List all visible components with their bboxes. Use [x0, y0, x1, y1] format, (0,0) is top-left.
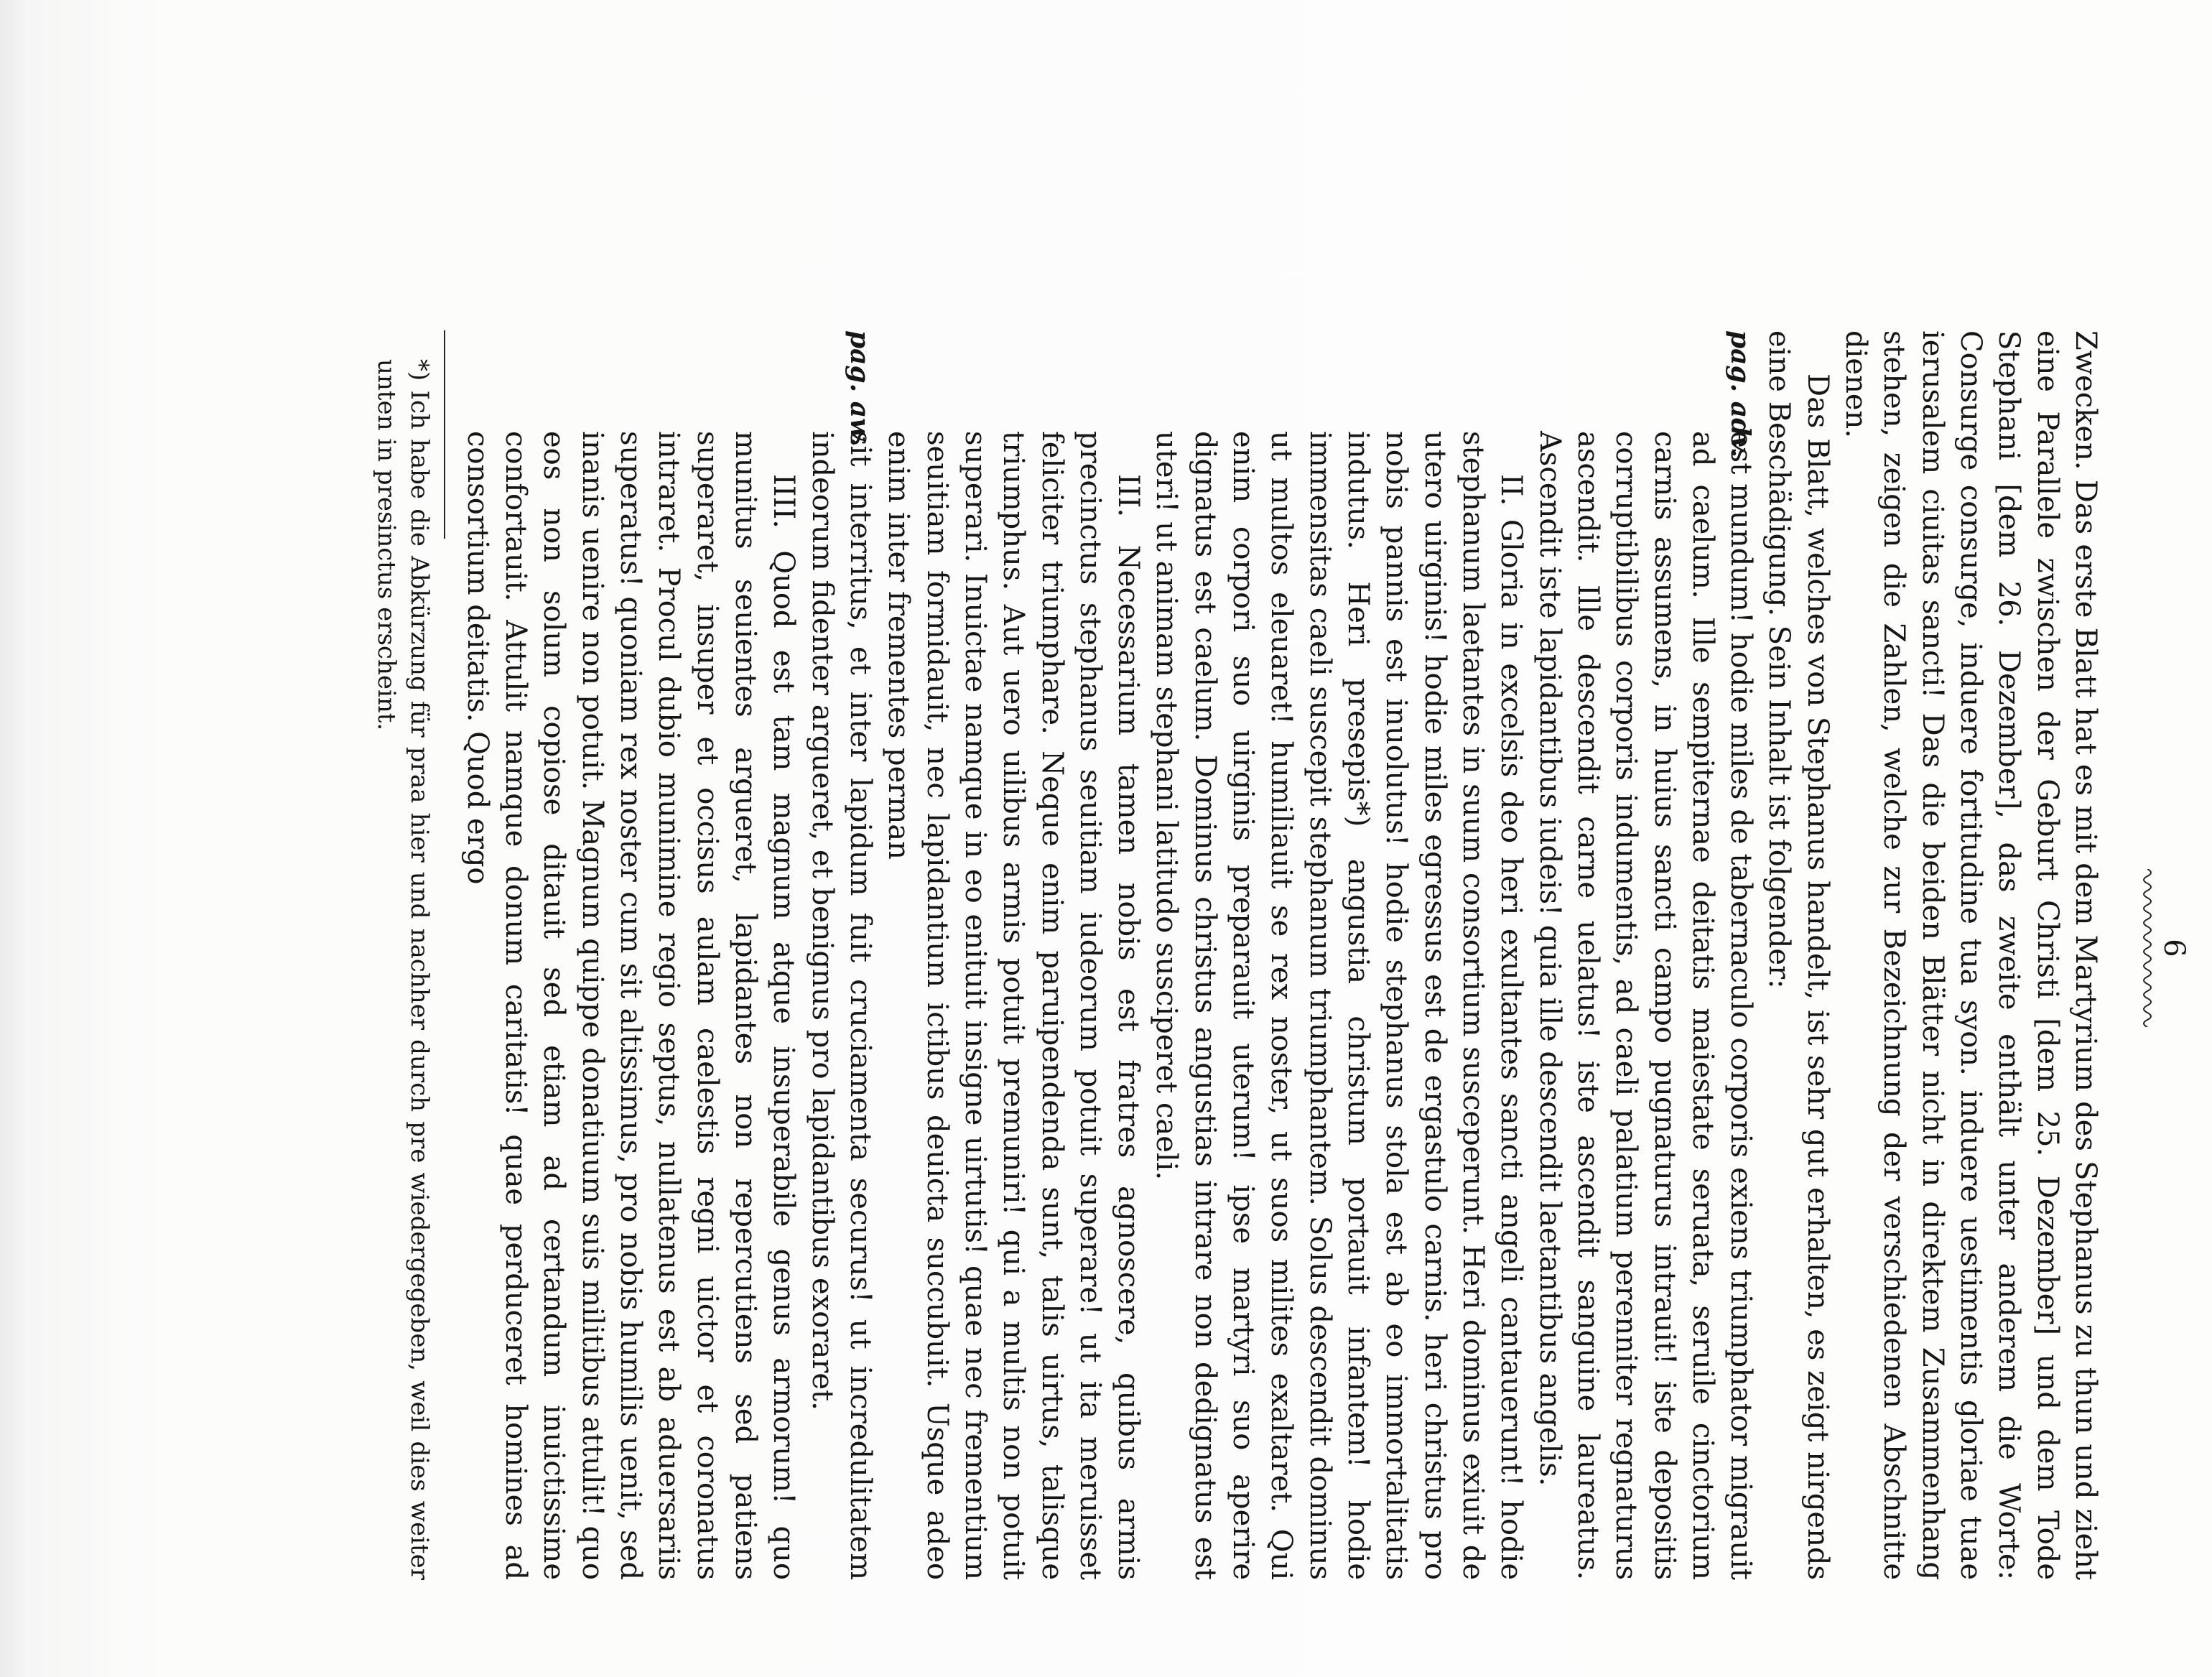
- intro-paragraph: Zwecken. Das erste Blatt hat es mit dem Martyrium des Stephanus zu thun und zieht eine Parallele zwischen der Geburt Christi [dem 25. Dezember] und dem Tode Stephani [dem 26. Dezember], das zweite enthält unter anderem die Worte: Consurge consurge, induere fortitudine tua syon. induere uestimentis gloriae tuae ierusalem ciuitas sancti! Das die beiden Blätter nicht in direktem Zusammenhang stehen, zeigen die Zahlen, welche zur Bezeichnung der verschiedenen Abschnitte dienen.: [1839, 330, 2102, 1580]
- latin-paragraph-1: est mundum! hodie miles de tabernaculo corporis exiens triumphator migrauit ad caelum. Ille sempiternae deitatis maiestate seruata, seruile cinctorium carnis assumens, in huius sancti campo pugnaturus intrauit! iste depositis corruptibilibus corporis indumentis, ad caeli palatium perenniter regnaturus ascendit. Ille descendit carne uelatus! iste ascendit sanguine laureatus. Ascendit iste lapidantibus iudeis! quia ille descendit laetantibus angelis.: [1533, 431, 1758, 1580]
- latin-paragraph-3: III. Necessarium tamen nobis est fratres agnoscere, quibus armis precinctus stephanus seuitiam iudeorum potuit superare! ut ita meruisset feliciter triumphare. Neque enim paruipendenda sunt, talis uirtus, talisque triumphus. Aut uero uilibus armis potuit premuniri! qui a multis non potuit superari. Inuictae namque in eo enituit insigne uirtutis! quae nec frementium seuitiam formidauit, nec lapidantium ictibus deuicta succubuit. Usque adeo enim inter frementes perman: [882, 431, 1146, 1580]
- latin-section-2: [458, 330, 879, 1580]
- latin-paragraph-5: IIII. Quod est tam magnum atque insuperabile genus armorum! quo munitus seuientes argueret, lapidantes non repercutiens sed patiens superaret, insuper et occisus aulam caelestis regni uictor et coronatus intraret. Procul dubio munimine regio septus, nullatenus est ab aduersariis superatus! quoniam rex noster cum sit altissimus, pro nobis humilis uenit, sed inanis uenire non potuit. Magnum quippe donatiuum suis militibus attulit! quo eos non solum copiose ditauit sed etiam ad certandum inuictissime confortauit. Attulit namque donum caritatis! quae perduceret homines ad consortium deitatis. Quod ergo: [460, 431, 801, 1580]
- latin-paragraph-2: II. Gloria in excelsis deo heri exultantes sancti angeli cantauerunt! hodie stephanum laetantes in suum consortium susceperunt. Heri dominus exiuit de utero uirginis! hodie miles egressus est de ergastulo carnis. heri christus pro nobis pannis est inuolutus! hodie stephanus stola est ab eo immortalitatis indutus. Heri presepis*) angustia christum portauit infantem! hodie immensitas caeli suscepit stephanum triumphantem. Solus descendit dominus ut multos eleuaret! humiliauit se rex noster, ut suos milites exaltaret. Qui enim corpori suo uirginis preparauit uterum! ipse martyri suo aperire dignatus est caelum. Dominus christus angustias intrare non dedignatus est uteri! ut animam stephani latitudo susciperet caeli.: [1150, 431, 1528, 1580]
- page-number: 6: [2157, 939, 2190, 957]
- ornament-squiggle: [2139, 869, 2156, 1027]
- footnote: *) Ich habe die Abkürzung für praa hier und nachher durch pre wiedergegeben, weil dies weiter unten in presinctus erscheint.: [372, 359, 434, 1580]
- body-text: [370, 330, 2104, 1580]
- latin-paragraph-4: sit interritus, et inter lapidum fuit cruciamenta securus! ut incredulitatem indeorum fidenter argueret, et benignus pro lapidantibus exoraret.: [805, 431, 877, 1580]
- latin-section-1: [879, 330, 1760, 1580]
- footnote-rule: [444, 330, 445, 539]
- margin-note: pag. adv.: [1725, 330, 1756, 458]
- document-page: [352, 302, 2190, 1594]
- blatt-heading-paragraph: Das Blatt, welches von Stephanus handelt, ist sehr gut erhalten, es zeigt nirgends eine Beschädigung. Sein Inhalt ist folgender:: [1762, 330, 1834, 1580]
- margin-note: pag. aw.: [845, 330, 875, 447]
